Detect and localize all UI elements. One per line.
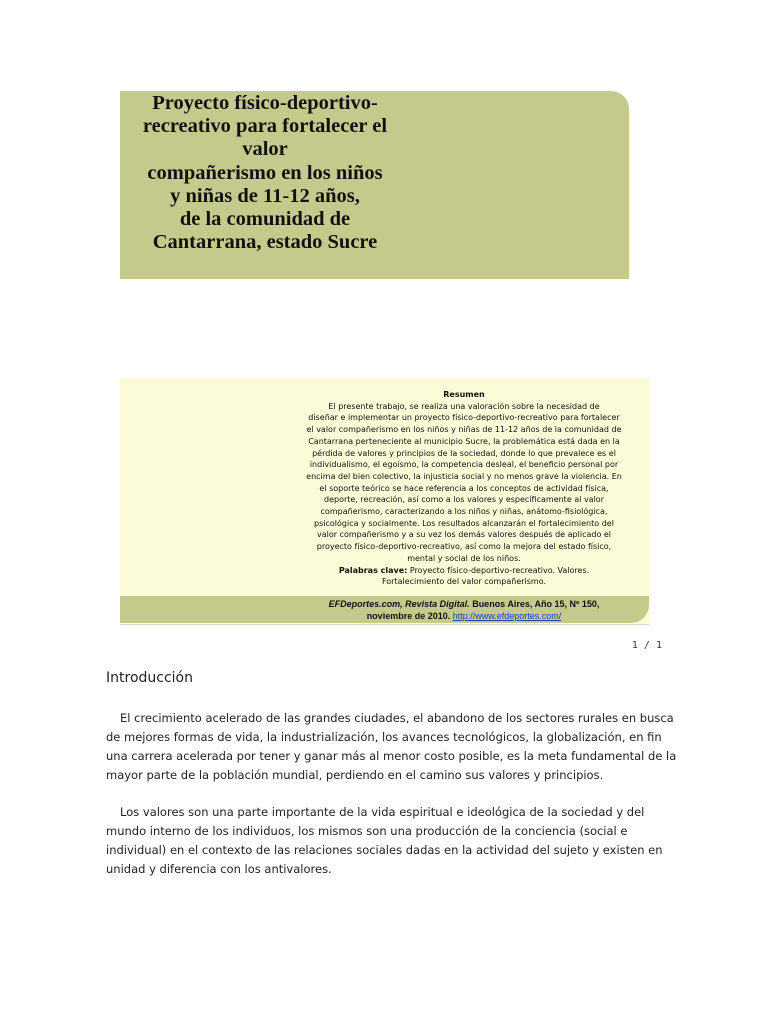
section-heading: Introducción	[106, 670, 193, 686]
abstract-line: el soporte teórico se hace referencia a los conceptos de actividad física,	[319, 483, 609, 493]
abstract-line: compañerismo, caracterizando a los niños y niñas, anátomo-fisiológica,	[320, 507, 608, 517]
abstract-box	[120, 378, 649, 623]
abstract-line: individualismo, el egoísmo, la competencia desleal, el beneficio personal por	[309, 460, 619, 470]
title-box	[120, 91, 629, 279]
source-row	[296, 611, 632, 623]
title-line: de la comunidad de	[179, 208, 351, 231]
keywords-text: Proyecto físico-deportivo-recreativo. Valores.	[407, 565, 590, 575]
document-title	[120, 92, 410, 254]
source-row	[296, 599, 632, 611]
publication-date: noviembre de 2010.	[366, 610, 453, 621]
paragraph-line: unidad y diferencia con los antivalores.	[106, 862, 332, 876]
abstract-line: encima del bien colectivo, la injusticia social y no menos grave la violencia. En	[306, 471, 622, 481]
abstract-heading: Resumen	[443, 390, 485, 399]
paragraph-line: El crecimiento acelerado de las grandes ciudades, el abandono de los sectores rurales en busca	[120, 711, 674, 725]
abstract-line: diseñar e implementar un proyecto físico-deportivo-recreativo para fortalecer	[308, 413, 620, 423]
location-issue: Buenos Aires, Año 15, Nº 150,	[469, 599, 600, 609]
abstract-line: el valor compañerismo en los niños y niñas de 11-12 años de la comunidad de	[306, 425, 622, 435]
abstract-line: El presente trabajo, se realiza una valoración sobre la necesidad de	[328, 401, 600, 411]
title-line: y niñas de 11-12 años,	[170, 184, 360, 207]
abstract-line: deporte, recreación, así como a los valores y específicamente al valor	[323, 495, 604, 505]
divider	[120, 624, 649, 625]
abstract-line: psicológica y socialmente. Los resultados alcanzarán el fortalecimiento del	[314, 518, 614, 528]
source-citation	[296, 599, 632, 622]
paragraph	[106, 709, 677, 785]
paragraph-line: una carrera acelerada por tener y ganar más al menor costo posible, es la meta fundamental de la	[106, 749, 677, 763]
publication-name: EFDeportes.com, Revista Digital.	[328, 599, 470, 609]
keywords-line	[296, 565, 632, 577]
title-line: recreativo para fortalecer el	[142, 115, 388, 138]
title-line: Cantarrana, estado Sucre	[152, 231, 378, 254]
paragraph-line: de mejores formas de vida, la industrialización, los avances tecnológicos, la globalización, en fin	[106, 730, 662, 744]
website-link[interactable]: http://www.efdeportes.com/	[452, 610, 562, 621]
title-line: valor	[242, 138, 288, 161]
keywords-label: Palabras clave:	[338, 565, 408, 575]
abstract-line: Cantarrana perteneciente al municipio Sucre, la problemática está dada en la	[308, 436, 620, 446]
keywords-line-2: Fortalecimiento del valor compañerismo.	[381, 577, 547, 587]
paragraph-line: mayor parte de la población mundial, perdiendo en el camino sus valores y principios.	[106, 768, 604, 782]
abstract-line: pérdida de valores y principios de la sociedad, donde lo que prevalece es el	[312, 448, 616, 458]
paragraph-line: individual) en el contexto de las relaciones sociales dadas en la actividad del sujeto y existen en	[106, 843, 663, 857]
paragraph-line: Los valores son una parte importante de la vida espiritual e ideológica de la sociedad y del	[120, 805, 645, 819]
paragraph-line: mundo interno de los individuos, los mismos son una producción de la conciencia (social e	[106, 824, 628, 838]
title-line: compañerismo en los niños	[147, 161, 383, 184]
title-line: Proyecto físico-deportivo-	[152, 92, 378, 114]
abstract-line: proyecto físico-deportivo-recreativo, así como la mejora del estado físico,	[316, 542, 612, 552]
paragraph	[106, 803, 662, 879]
abstract-line: mental y social de los niños.	[407, 553, 521, 563]
abstract-line: valor compañerismo y a su vez los demás valores después de aplicado el	[316, 530, 612, 540]
abstract-text	[296, 389, 632, 588]
page-counter: 1 / 1	[631, 640, 662, 651]
